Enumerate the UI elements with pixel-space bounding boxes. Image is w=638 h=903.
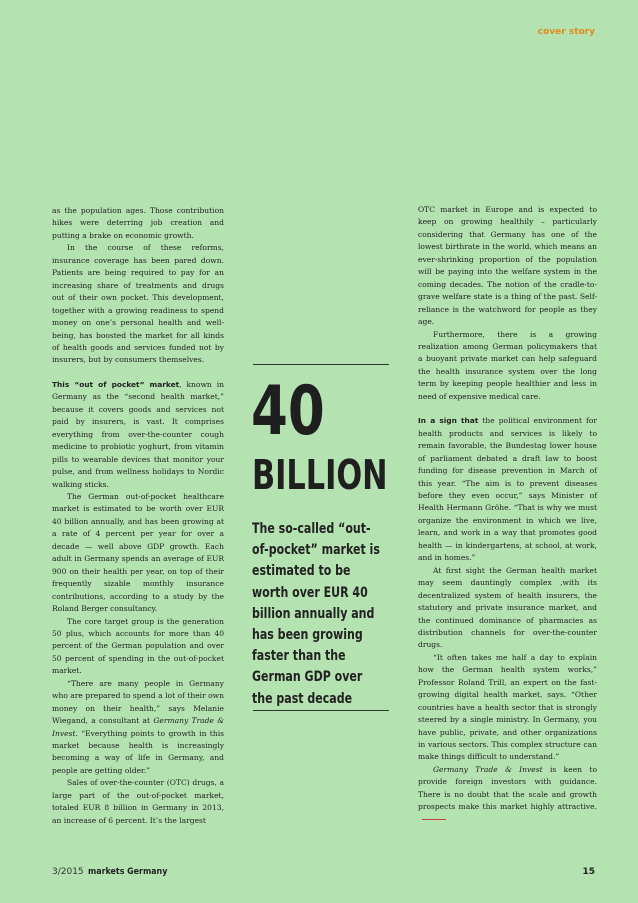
- org-name: Germany Trade & Invest: [433, 764, 543, 774]
- paragraph: as the population ages. Those contribution hikes were deterring job creation and putting a brake on economic growth.: [52, 206, 224, 240]
- paragraph: Furthermore, there is a growing realization among German policymakers that a buoyant private market can help safeguard the health insurance system over the long term by keeping people healthier and less in need of expensive medical care.: [418, 329, 597, 401]
- paragraph: The German out-of-pocket healthcare market is estimated to be worth over EUR 40 billion annually, and has been growing at a rate of 4 percent per year for over a decade — well above GDP growth. Each adult in Germany spends an average of EUR 900 on their health per year, on top of their frequently sizable monthly insurance contributions, according to a study by the Roland Berger consultancy.: [52, 491, 224, 614]
- paragraph: [418, 764, 597, 826]
- paragraph: [52, 678, 224, 778]
- paragraph-body: “There are many people in Germany who are prepared to spend a lot of their own money on their health,” says Melanie Wiegand, a consultant at: [52, 678, 224, 726]
- paragraph-body: . “Everything points to growth in this market because health is increasingly becoming a way of life in Germany, and people are getting older.”: [52, 728, 224, 775]
- left-column: [52, 205, 224, 827]
- lead-in: In a sign that: [418, 416, 479, 426]
- paragraph-body: is keen to provide foreign investors with guidance. There is no doubt that the scale and growth prospects make this market highly attractive.: [418, 764, 597, 812]
- paragraph: Sales of over-the-counter (OTC) drugs, a large part of the out-of-pocket market, totaled EUR 8 billion in Germany in 2013, an increase of 6 percent. It’s the largest: [52, 778, 224, 825]
- org-name: Germany Trade & Invest: [52, 716, 224, 738]
- paragraph: [418, 415, 597, 564]
- callout-rule-top: [253, 364, 389, 365]
- paragraph: OTC market in Europe and is expected to keep on growing healthily – particularly considering that Germany has one of the lowest birthrate in the world, which means an ever-shrinking proportion of the population will be paying into the welfare system in the coming decades. The notion of the cradle-to-grave welfare state is a thing of the past. Self-reliance is the watchword for people as they age.: [418, 205, 597, 327]
- section-tag: cover story: [537, 27, 595, 37]
- callout-rule-bottom: [253, 710, 389, 711]
- callout-unit: BILLION: [252, 451, 388, 499]
- lead-in: This “out of pocket” market: [52, 379, 180, 389]
- footer-publication: markets Germany: [88, 867, 168, 877]
- paragraph-body: , known in Germany as the “second health market,” because it covers goods and services not paid by insurers, is vast. It comprises everything from over-the-counter cough medicine to probiotic yoghurt, from vitamin pills to wearable devices that monitor your pulse, and from wellness holidays to Nordic walking sticks.: [52, 379, 224, 489]
- paragraph: “It often takes me half a day to explain how the German health system works,” Professor Roland Trill, an expert on the fast-growing digital health market, says. “Other countries have a health sector that is strongly steered by a single ministry. In Germany, you have public, private, and other organizations in various sectors. This complex structure can make things difficult to understand.”: [418, 652, 597, 762]
- paragraph: [52, 379, 224, 491]
- footer-issue: 3/2015: [52, 867, 84, 877]
- paragraph: In the course of these reforms, insurance coverage has been pared down. Patients are being required to pay for an increasing share of treatments and drugs out of their own pocket. This development, together with a growing readiness to spend money on one’s personal health and well-being, has boosted the market for all kinds of health goods and services funded not by insurers, but by consumers themselves.: [52, 243, 224, 365]
- callout-number: 40: [251, 372, 325, 451]
- page-number: 15: [582, 867, 595, 877]
- paragraph-body: the political environment for health products and services is likely to remain favorable, the Bundestag lower house of parliament debated a draft law to boost funding for disease prevention in March of this year. “The aim is to prevent diseases before they even occur,” says Minister of Health Hermann Gröhe. “That is why we must organize the environment in which we live, learn, and work in a way that promotes good health — in kindergartens, at school, at work, and in homes.”: [418, 416, 597, 563]
- end-mark: [422, 819, 446, 820]
- right-column: [418, 204, 597, 826]
- callout-text: The so-called “out-of-pocket” market is estimated to be worth over EUR 40 billion annually and has been growing faster than the German GDP over the past decade: [252, 521, 380, 707]
- paragraph: The core target group is the generation 50 plus, which accounts for more than 40 percent of the German population and over 50 percent of spending in the out-of-pocket market.: [52, 616, 224, 676]
- paragraph: At first sight the German health market may seem dauntingly complex ,with its decentralized system of health insurers, the statutory and private insurance market, and the continued dominance of pharmacies as distribution channels for over-the-counter drugs.: [418, 565, 597, 650]
